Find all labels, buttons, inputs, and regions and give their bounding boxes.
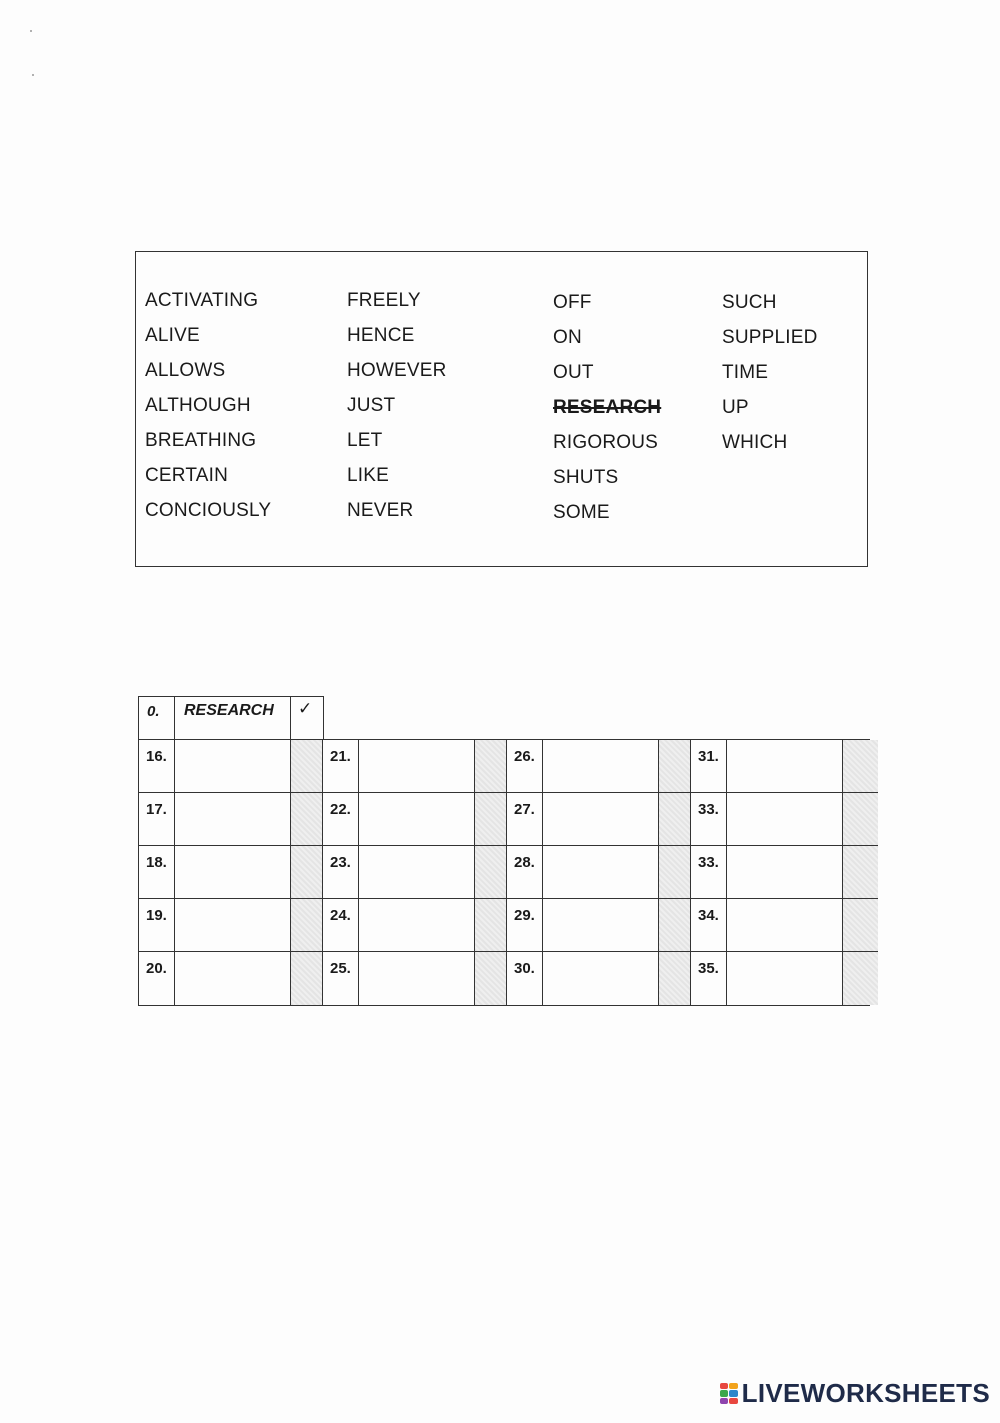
question-number: 29. [507,899,543,952]
liveworksheets-logo [720,1378,990,1409]
tick-box-cell[interactable] [291,899,323,952]
question-number: 22. [323,793,359,846]
word-bank-word: CONCIOUSLY [145,500,272,521]
word-bank-word: CERTAIN [145,465,229,486]
answer-input-cell[interactable] [359,793,475,846]
word-bank-word: HENCE [347,325,415,346]
question-number: 34. [691,899,727,952]
tick-box-cell[interactable] [843,793,878,846]
word-bank-word: FREELY [347,290,421,311]
answer-input-cell[interactable] [543,793,659,846]
tick-box-cell[interactable] [659,740,691,793]
word-bank-word: SUPPLIED [722,327,818,348]
tick-box-cell[interactable] [843,740,878,793]
tick-box-cell[interactable] [475,740,507,793]
tick-box-cell[interactable] [475,899,507,952]
tick-box-cell[interactable] [291,846,323,899]
word-bank-word: ON [553,327,582,348]
word-bank-word-struck: RESEARCH [553,397,662,418]
tick-box-cell[interactable] [843,846,878,899]
question-number: 33. [691,846,727,899]
word-bank-word: TIME [722,362,769,383]
tick-box-cell[interactable] [291,952,323,1005]
answer-input-cell[interactable] [543,846,659,899]
question-number: 19. [139,899,175,952]
tick-box-cell[interactable] [475,952,507,1005]
word-bank-word: UP [722,397,749,418]
word-bank-word: SHUTS [553,467,619,488]
word-bank-column-2 [347,288,447,533]
question-number: 16. [139,740,175,793]
logo-icon [720,1383,738,1405]
question-number: 35. [691,952,727,1005]
word-bank-word: WHICH [722,432,788,453]
word-bank-word: ALTHOUGH [145,395,251,416]
word-bank-word: ALLOWS [145,360,226,381]
tick-box-cell[interactable] [659,793,691,846]
example-row [138,696,324,739]
answer-input-cell[interactable] [543,740,659,793]
word-bank-word: SOME [553,502,610,523]
logo-text: LIVEWORKSHEETS [741,1378,990,1408]
word-bank-word: OUT [553,362,594,383]
question-number: 17. [139,793,175,846]
answer-input-cell[interactable] [727,846,843,899]
question-number: 23. [323,846,359,899]
answer-input-cell[interactable] [175,899,291,952]
word-bank-word: SUCH [722,292,777,313]
tick-box-cell[interactable] [843,899,878,952]
answer-input-cell[interactable] [727,793,843,846]
word-bank-word: LET [347,430,383,451]
tick-box-cell[interactable] [659,952,691,1005]
answer-input-cell[interactable] [359,952,475,1005]
answer-input-cell[interactable] [727,952,843,1005]
word-bank-column-4 [722,290,818,465]
word-bank-word: OFF [553,292,592,313]
question-number: 26. [507,740,543,793]
word-bank-box [135,251,868,567]
example-number: 0. [139,697,175,739]
tick-box-cell[interactable] [475,793,507,846]
word-bank-word: ALIVE [145,325,200,346]
word-bank-word: ACTIVATING [145,290,259,311]
word-bank-word: NEVER [347,500,414,521]
question-number: 21. [323,740,359,793]
answer-input-cell[interactable] [359,899,475,952]
answer-input-cell[interactable] [175,952,291,1005]
scan-speck [30,30,32,32]
question-number: 28. [507,846,543,899]
tick-box-cell[interactable] [843,952,878,1005]
answer-input-cell[interactable] [175,793,291,846]
answer-input-cell[interactable] [175,740,291,793]
answer-input-cell[interactable] [175,846,291,899]
word-bank-word: HOWEVER [347,360,447,381]
word-bank-word: LIKE [347,465,389,486]
word-bank-column-3 [553,290,661,535]
question-number: 20. [139,952,175,1005]
question-number: 27. [507,793,543,846]
question-number: 33. [691,793,727,846]
answer-grid [138,739,870,1006]
question-number: 31. [691,740,727,793]
word-bank-word: RIGOROUS [553,432,659,453]
question-number: 18. [139,846,175,899]
word-bank-word: JUST [347,395,396,416]
word-bank-word: BREATHING [145,430,257,451]
answer-input-cell[interactable] [727,899,843,952]
question-number: 25. [323,952,359,1005]
answer-input-cell[interactable] [359,846,475,899]
word-bank-column-1 [145,288,271,533]
tick-box-cell[interactable] [291,793,323,846]
tick-box-cell[interactable] [659,899,691,952]
answer-input-cell[interactable] [543,952,659,1005]
question-number: 30. [507,952,543,1005]
answer-input-cell[interactable] [543,899,659,952]
tick-box-cell[interactable] [659,846,691,899]
answer-input-cell[interactable] [727,740,843,793]
example-word: RESEARCH [175,697,291,739]
tick-box-cell[interactable] [291,740,323,793]
question-number: 24. [323,899,359,952]
check-icon: ✓ [298,699,313,718]
scan-speck [32,74,34,76]
answer-input-cell[interactable] [359,740,475,793]
tick-box-cell[interactable] [475,846,507,899]
